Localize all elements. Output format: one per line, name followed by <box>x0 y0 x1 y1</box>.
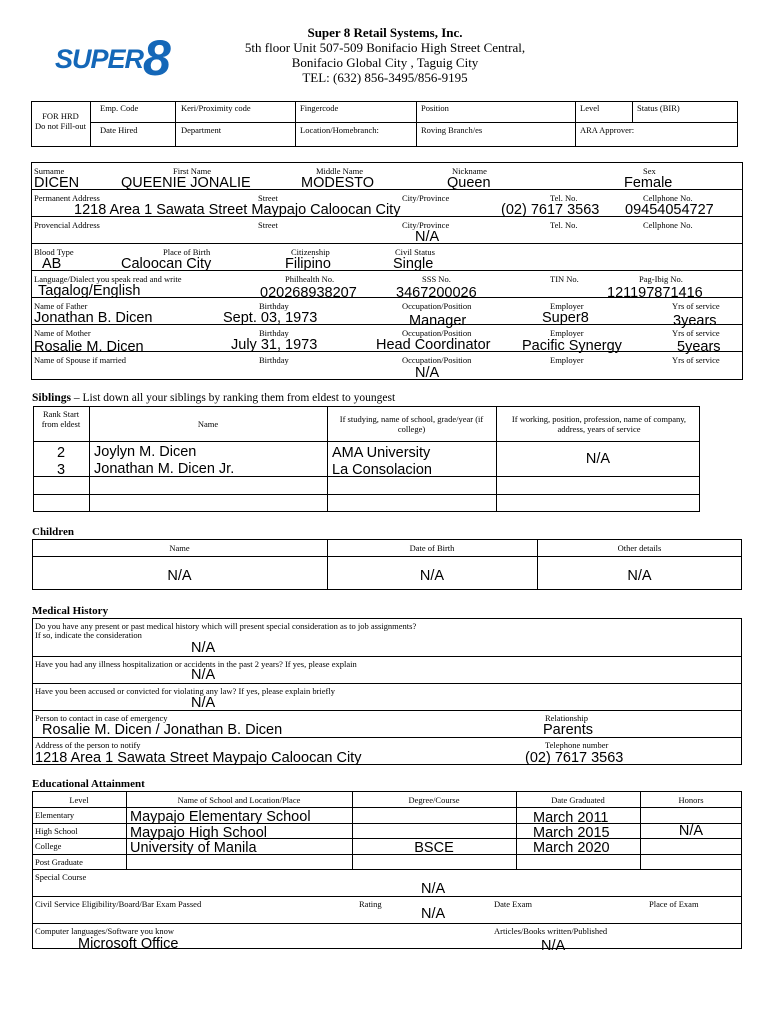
medical-history-title: Medical History <box>32 605 109 617</box>
medical-q2: Have you had any illness hospitalization or accidents in the past 2 years? If yes, please explain <box>35 659 357 669</box>
hrd-fingercode: Fingercode <box>300 103 339 113</box>
hrd-level: Level <box>580 103 600 113</box>
hrd-date-hired: Date Hired <box>100 125 138 135</box>
mother-yrs-value: 5years <box>677 339 721 355</box>
edu-col-date: Date Graduated <box>551 795 605 805</box>
edu-level-highschool: High School <box>35 826 78 836</box>
notify-tel-label: Telephone number <box>545 740 609 750</box>
mother-employer-value: Pacific Synergy <box>522 338 622 354</box>
edu-level-college: College <box>35 841 62 851</box>
siblings-title-rest: – List down all your siblings by ranking them from eldest to youngest <box>71 392 396 404</box>
nickname-value: Queen <box>447 175 491 191</box>
edu-school-highschool: Maypajo High School <box>130 825 268 841</box>
emergency-contact-value: Rosalie M. Dicen / Jonathan B. Dicen <box>42 722 283 738</box>
edu-honors-value: N/A <box>678 823 704 839</box>
medical-a2: N/A <box>191 667 216 683</box>
place-exam-label: Place of Exam <box>649 899 699 909</box>
father-occupation-value: Manager <box>409 313 467 329</box>
edu-school-elementary: Maypajo Elementary School <box>130 809 311 825</box>
edu-date-elementary: March 2011 <box>533 810 609 826</box>
logo-number: 8 <box>143 30 171 86</box>
provincial-city-value: N/A <box>415 229 440 245</box>
permanent-tel-value: (02) 7617 3563 <box>501 202 600 218</box>
prov-street-label: Street <box>258 220 278 230</box>
sss-value: 3467200026 <box>396 285 477 301</box>
emergency-contact-label: Person to contact in case of emergency <box>35 713 168 723</box>
siblings-title <box>32 392 395 404</box>
father-employer-value: Super8 <box>542 310 589 326</box>
citizenship-label: Citizenship <box>291 247 330 257</box>
company-name: Super 8 Retail Systems, Inc. <box>307 25 463 40</box>
relationship-value: Parents <box>543 722 593 738</box>
civil-status-label: Civil Status <box>395 247 435 257</box>
children-title: Children <box>32 526 74 538</box>
philhealth-label: Philhealth No. <box>285 274 335 284</box>
children-col-name: Name <box>169 543 190 553</box>
civil-status-value: Single <box>393 256 434 272</box>
spouse-label: Name of Spouse if married <box>34 355 127 365</box>
first-name-label: First Name <box>173 166 212 176</box>
children-name-value: N/A <box>167 568 192 584</box>
surname-value: DICEN <box>34 175 80 191</box>
edu-col-honors: Honors <box>678 795 704 805</box>
sibling-2-rank: 3 <box>56 462 66 478</box>
father-yrs-label: Yrs of service <box>672 301 720 311</box>
edu-col-school: Name of School and Location/Place <box>177 795 301 805</box>
company-address-1: 5th floor Unit 507-509 Bonifacio High Street Central, <box>244 40 526 55</box>
blood-type-value: AB <box>42 256 62 272</box>
articles-value: N/A <box>541 938 566 954</box>
children-col-other: Other details <box>617 543 662 553</box>
hrd-location: Location/Homebranch: <box>300 125 379 135</box>
computer-languages-label: Computer languages/Software you know <box>35 926 175 936</box>
father-occupation-label: Occupation/Position <box>402 301 472 311</box>
prov-city-label: City/Province <box>402 220 450 230</box>
middle-name-value: MODESTO <box>301 175 375 191</box>
articles-label: Articles/Books written/Published <box>494 926 608 936</box>
pagibig-label: Pag-Ibig No. <box>639 274 683 284</box>
company-address-2: Bonifacio Global City , Taguig City <box>291 55 479 70</box>
language-label: Language/Dialect you speak read and write <box>34 274 182 284</box>
special-course-label: Special Course <box>35 872 87 882</box>
spouse-employer-label: Employer <box>550 355 584 365</box>
col-rank: Rank Start from eldest <box>41 409 81 429</box>
provincial-address-label: Provencial Address <box>34 220 100 230</box>
edu-level-postgrad: Post Graduate <box>35 857 83 867</box>
rating-label: Rating <box>359 899 382 909</box>
first-name-value: QUEENIE JONALIE <box>121 175 251 191</box>
city-label: City/Province <box>402 193 450 203</box>
prov-cell-label: Cellphone No. <box>643 220 693 230</box>
permanent-address-label: Permanent Address <box>34 193 100 203</box>
hrd-department: Department <box>181 125 222 135</box>
hrd-ara-approver: ARA Approver: <box>580 125 635 135</box>
company-logo <box>55 30 195 86</box>
edu-col-degree: Degree/Course <box>408 795 460 805</box>
notify-address-value: 1218 Area 1 Sawata Street Maypajo Caloocan City <box>35 750 362 766</box>
hrd-emp-code: Emp. Code <box>100 103 139 113</box>
date-exam-label: Date Exam <box>494 899 532 909</box>
nickname-label: Nickname <box>452 166 487 176</box>
citizenship-value: Filipino <box>285 256 331 272</box>
tin-label: TIN No. <box>550 274 579 284</box>
father-birthday-label: Birthday <box>259 301 289 311</box>
permanent-cell-value: 09454054727 <box>625 202 714 218</box>
do-not-fill-label: Do not Fill-out <box>34 121 86 131</box>
spouse-occupation-label: Occupation/Position <box>402 355 472 365</box>
mother-label: Name of Mother <box>34 328 91 338</box>
edu-date-highschool: March 2015 <box>533 825 610 841</box>
mother-yrs-label: Yrs of service <box>672 328 720 338</box>
language-value: Tagalog/English <box>38 283 141 299</box>
mother-birthday-value: July 31, 1973 <box>231 337 318 353</box>
prov-tel-label: Tel. No. <box>550 220 578 230</box>
sex-label: Sex <box>643 166 656 176</box>
medical-a1: N/A <box>191 640 216 656</box>
education-title: Educational Attainment <box>32 778 145 790</box>
special-course-value: N/A <box>421 881 446 897</box>
edu-date-college: March 2020 <box>533 840 610 856</box>
sibling-1-name: Joylyn M. Dicen <box>94 444 197 460</box>
street-label: Street <box>258 193 278 203</box>
relationship-label: Relationship <box>545 713 588 723</box>
edu-col-level: Level <box>69 795 89 805</box>
sibling-1-rank: 2 <box>56 445 66 461</box>
medical-q1b: If so, indicate the consideration <box>35 630 142 640</box>
company-tel: TEL: (632) 856-3495/856-9195 <box>302 70 468 85</box>
col-studying: If studying, name of school, grade/year (if college) <box>339 414 484 434</box>
place-of-birth-value: Caloocan City <box>121 256 212 272</box>
middle-name-label: Middle Name <box>316 166 363 176</box>
blood-type-label: Blood Type <box>34 247 74 257</box>
permanent-address-value: 1218 Area 1 Sawata Street Maypajo Caloocan City <box>74 202 401 218</box>
father-yrs-value: 3years <box>673 313 717 329</box>
father-label: Name of Father <box>34 301 88 311</box>
siblings-title-bold: Siblings <box>32 392 71 404</box>
edu-degree-college: BSCE <box>414 840 454 856</box>
logo-text: SUPER <box>55 44 144 74</box>
computer-languages-value: Microsoft Office <box>78 936 179 952</box>
medical-q3: Have you been accused or convicted for violating any law? If yes, please explain briefly <box>35 686 335 696</box>
medical-a3: N/A <box>191 695 216 711</box>
place-of-birth-label: Place of Birth <box>163 247 211 257</box>
hrd-status: Status (BIR) <box>637 103 680 113</box>
hrd-position: Position <box>421 103 449 113</box>
children-dob-value: N/A <box>419 568 445 584</box>
hrd-roving: Roving Branch/es <box>421 125 483 135</box>
spouse-occupation-value: N/A <box>415 365 440 381</box>
mother-name-value: Rosalie M. Dicen <box>34 339 144 355</box>
civil-service-label: Civil Service Eligibility/Board/Bar Exam Passed <box>35 899 202 909</box>
for-hrd-label: FOR HRD <box>42 111 79 121</box>
sibling-2-study: La Consolacion <box>332 462 432 478</box>
civil-service-value: N/A <box>421 906 446 922</box>
children-other-value: N/A <box>627 568 652 584</box>
children-col-dob: Date of Birth <box>409 543 455 553</box>
spouse-birthday-label: Birthday <box>259 355 289 365</box>
surname-label: Surname <box>34 166 65 176</box>
hrd-keri-code: Keri/Proximity code <box>181 103 251 113</box>
sex-value: Female <box>624 175 673 191</box>
notify-tel-value: (02) 7617 3563 <box>525 750 624 766</box>
pagibig-value: 121197871416 <box>607 285 703 301</box>
father-birthday-value: Sept. 03, 1973 <box>223 310 318 326</box>
father-name-value: Jonathan B. Dicen <box>34 310 153 326</box>
philhealth-value: 020268938207 <box>260 285 357 301</box>
spouse-yrs-label: Yrs of service <box>672 355 720 365</box>
sibling-2-name: Jonathan M. Dicen Jr. <box>94 461 235 477</box>
mother-employer-label: Employer <box>550 328 584 338</box>
tel-label: Tel. No. <box>550 193 578 203</box>
edu-level-elementary: Elementary <box>35 810 75 820</box>
cell-label: Cellphone No. <box>643 193 693 203</box>
sibling-1-study: AMA University <box>332 445 431 461</box>
mother-occupation-label: Occupation/Position <box>402 328 472 338</box>
col-sibling-name: Name <box>197 419 219 429</box>
father-employer-label: Employer <box>550 301 584 311</box>
mother-birthday-label: Birthday <box>259 328 289 338</box>
notify-address-label: Address of the person to notify <box>35 740 141 750</box>
col-working: If working, position, profession, name of company, address, years of service <box>511 414 687 434</box>
medical-q1: Do you have any present or past medical history which will present special consideration as to job assignments? <box>35 621 417 631</box>
edu-school-college: University of Manila <box>130 840 257 856</box>
mother-occupation-value: Head Coordinator <box>376 337 491 353</box>
sss-label: SSS No. <box>422 274 451 284</box>
sibling-work-value: N/A <box>585 451 611 467</box>
